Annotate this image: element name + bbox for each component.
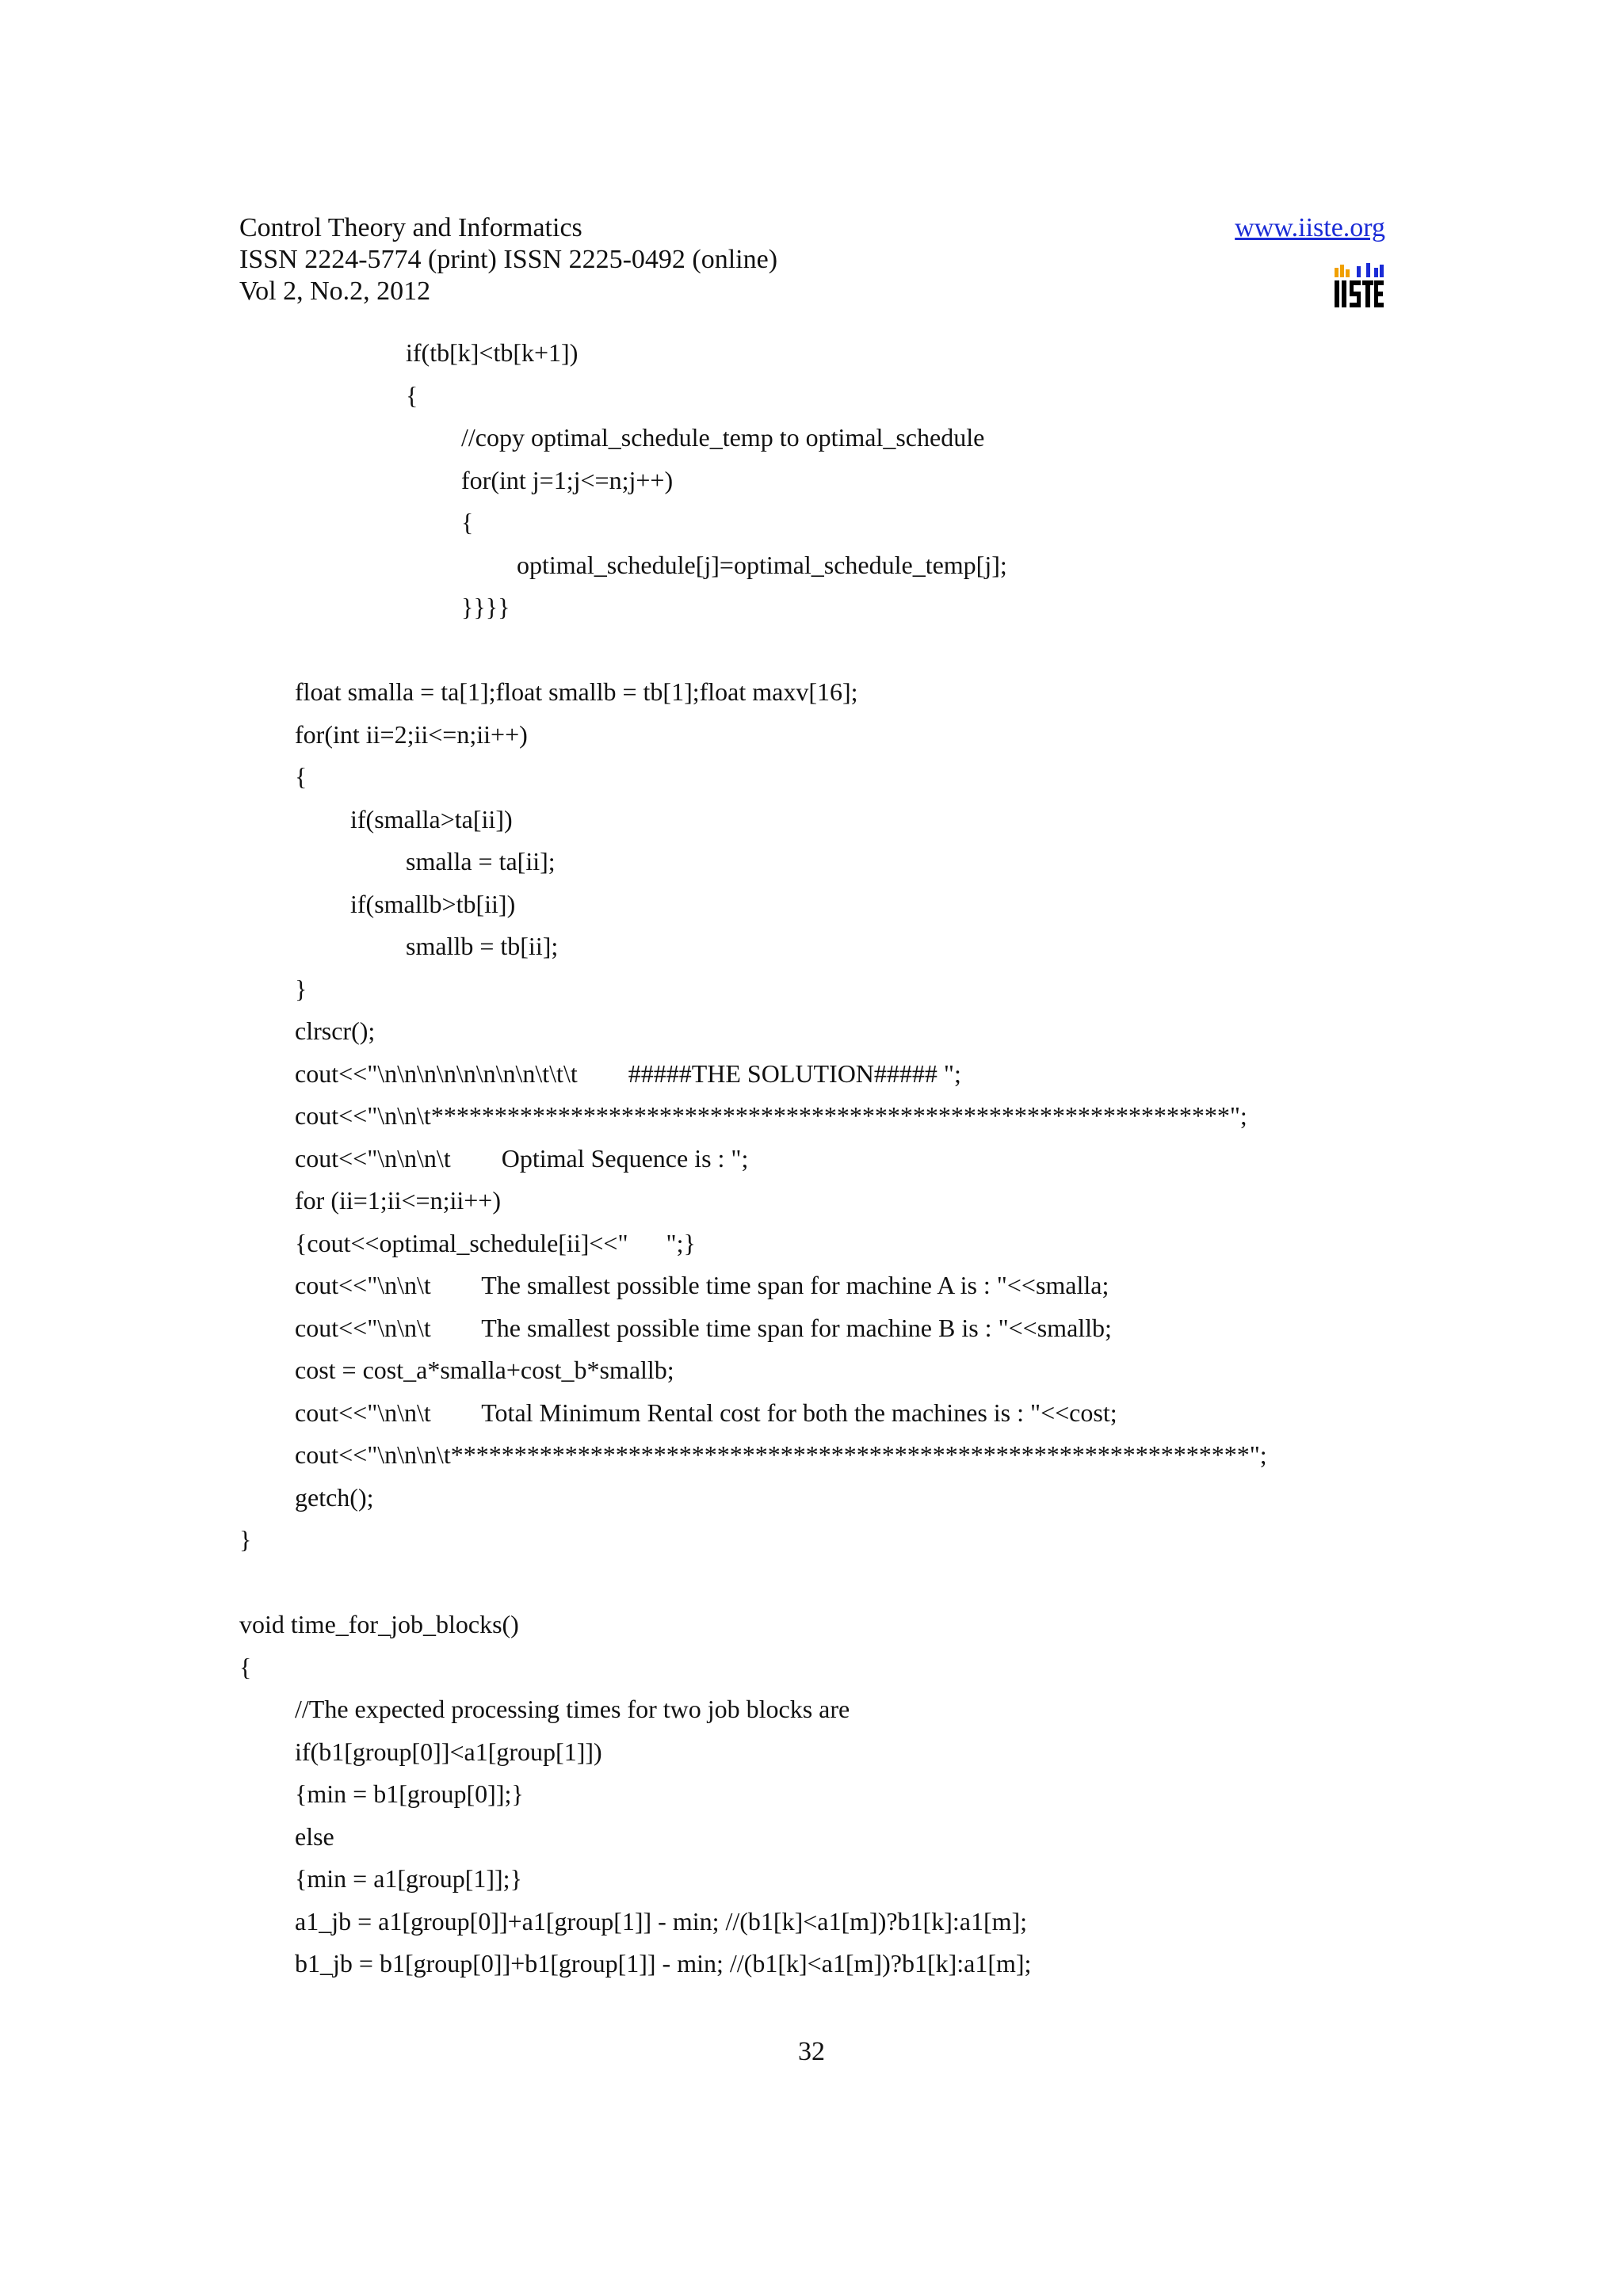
code-line: cout<<"\n\n\n\t***************************************************************"; [295, 1440, 1267, 1469]
code-line: } [295, 974, 307, 1003]
code-line: {min = b1[group[0]];} [295, 1779, 524, 1808]
code-line: void time_for_job_blocks() [239, 1610, 519, 1638]
journal-title: Control Theory and Informatics [239, 213, 582, 242]
code-line: if(b1[group[0]]<a1[group[1]]) [295, 1737, 602, 1766]
code-line: smallb = tb[ii]; [406, 932, 559, 960]
code-line: //The expected processing times for two job blocks are [295, 1695, 850, 1723]
code-line: for(int j=1;j<=n;j++) [461, 465, 674, 494]
code-line: else [295, 1821, 334, 1851]
code-line: //copy optimal_schedule_temp to optimal_schedule [461, 423, 985, 452]
code-line: cout<<"\n\n\t The smallest possible time span for machine B is : "<<smallb; [295, 1313, 1112, 1342]
code-line: getch(); [295, 1482, 374, 1512]
code-line: { [295, 762, 307, 791]
issn-line: ISSN 2224-5774 (print) ISSN 2225-0492 (online) [239, 245, 778, 274]
code-line: }}}} [461, 593, 510, 621]
code-line: { [239, 1652, 252, 1681]
code-line: if(smalla>ta[ii]) [350, 804, 513, 833]
code-line: { [461, 508, 474, 536]
code-line: if(smallb>tb[ii]) [350, 889, 516, 918]
code-line: if(tb[k]<tb[k+1]) [406, 338, 579, 367]
code-line: cout<<"\n\n\t***************************************************************"; [295, 1101, 1247, 1130]
page-number: 32 [798, 2037, 825, 2066]
volume-line: Vol 2, No.2, 2012 [239, 277, 431, 306]
code-line: {min = a1[group[1]];} [295, 1864, 522, 1893]
code-line: cout<<"\n\n\t Total Minimum Rental cost for both the machines is : "<<cost; [295, 1398, 1117, 1427]
code-line: a1_jb = a1[group[0]]+a1[group[1]] - min; //(b1[k]<a1[m])?b1[k]:a1[m]; [295, 1906, 1028, 1936]
page-header [239, 208, 1385, 318]
code-line: {cout<<optimal_schedule[ii]<<" ";} [295, 1228, 696, 1257]
iiste-logo-icon [1333, 257, 1385, 309]
code-line: } [239, 1525, 252, 1554]
code-line: b1_jb = b1[group[0]]+b1[group[1]] - min; //(b1[k]<a1[m])?b1[k]:a1[m]; [295, 1949, 1032, 1978]
website-link[interactable]: www.iiste.org [1235, 213, 1385, 242]
code-line: for(int ii=2;ii<=n;ii++) [295, 719, 528, 749]
code-line: cost = cost_a*smalla+cost_b*smallb; [295, 1356, 674, 1384]
code-line: optimal_schedule[j]=optimal_schedule_temp[j]; [517, 550, 1007, 579]
code-line: cout<<"\n\n\n\t Optimal Sequence is : "; [295, 1143, 749, 1173]
code-line: for (ii=1;ii<=n;ii++) [295, 1186, 501, 1215]
code-line: cout<<"\n\n\t The smallest possible time span for machine A is : "<<smalla; [295, 1271, 1109, 1299]
code-line: { [406, 380, 418, 410]
code-line: float smalla = ta[1];float smallb = tb[1];float maxv[16]; [295, 677, 858, 706]
code-line: clrscr(); [295, 1016, 376, 1045]
code-line: smalla = ta[ii]; [406, 847, 556, 875]
code-line: cout<<"\n\n\n\n\n\n\n\n\t\t\t #####THE SOLUTION##### "; [295, 1058, 961, 1088]
